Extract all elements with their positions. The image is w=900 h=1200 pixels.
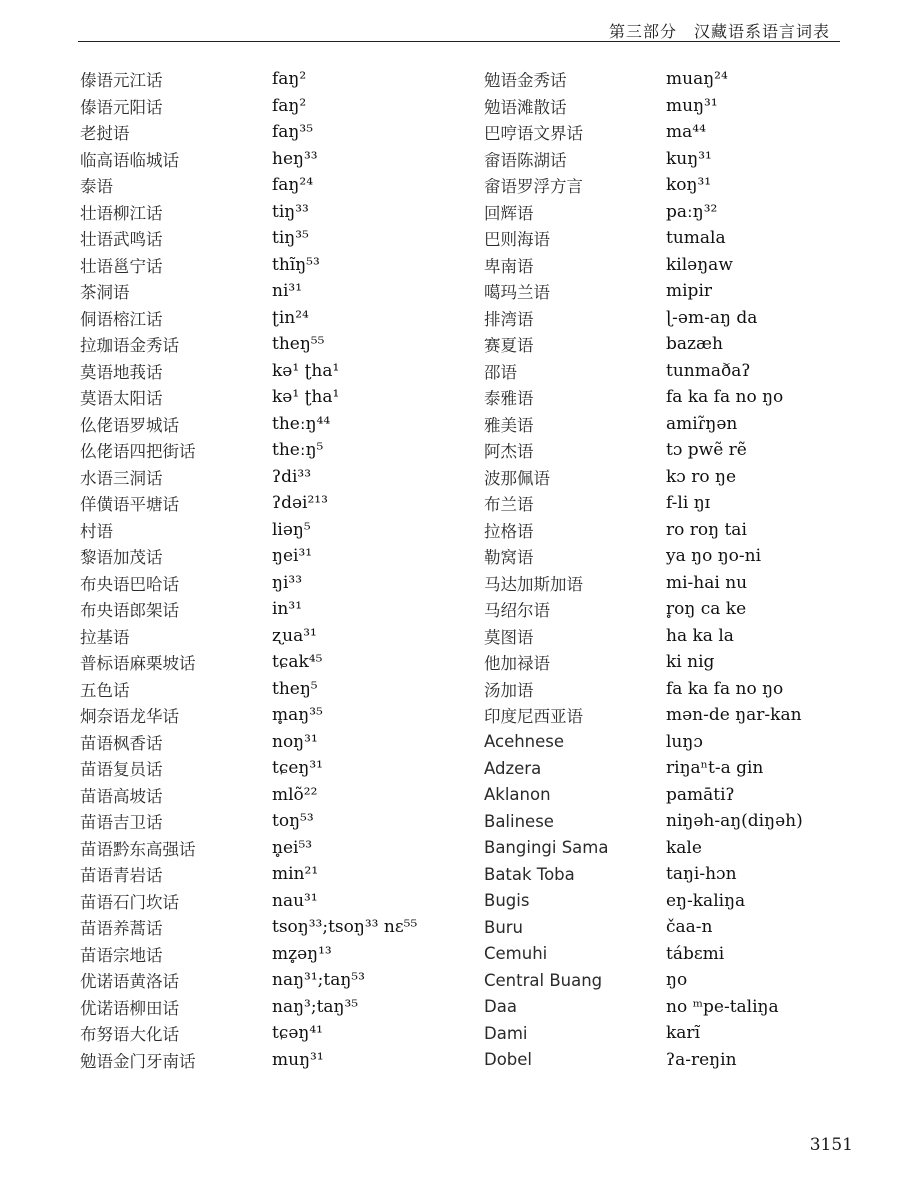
entry-row	[80, 490, 417, 517]
right-column	[484, 66, 803, 1073]
word-form: min²¹	[272, 864, 319, 885]
entry-row	[80, 1020, 417, 1047]
language-name: 邵语	[484, 362, 517, 382]
language-name: 巴哼语文界话	[484, 124, 583, 144]
language-name: 布兰语	[484, 495, 534, 515]
word-form: n̥ei⁵³	[272, 837, 313, 858]
language-name: 回辉语	[484, 203, 534, 223]
entry-row	[484, 782, 803, 809]
word-form: tɔ pwẽ rẽ	[666, 440, 747, 461]
entry-row	[80, 119, 417, 146]
word-form: fa ka fa no ŋo	[666, 678, 784, 699]
entry-row	[484, 649, 803, 676]
word-form: niŋəh-aŋ(diŋəh)	[666, 811, 803, 832]
running-header: 第三部分 汉藏语系语言词表	[608, 22, 830, 41]
word-form: pamātiʔ	[666, 784, 735, 805]
entry-row	[484, 623, 803, 650]
language-name: 莫图语	[484, 627, 534, 647]
entry-row	[484, 888, 803, 915]
language-name: 赛夏语	[484, 336, 534, 356]
word-form: nau³¹	[272, 890, 318, 911]
word-form: muaŋ²⁴	[666, 69, 728, 90]
entry-row	[80, 411, 417, 438]
entry-row	[484, 861, 803, 888]
language-name: 村语	[80, 521, 113, 541]
word-form: f-li ŋɪ	[666, 493, 711, 514]
language-name: Central Buang	[484, 970, 603, 990]
language-name: 壮语武鸣话	[80, 230, 163, 250]
entry-row	[80, 384, 417, 411]
word-form: ɭ-əm-aŋ da	[666, 307, 758, 328]
language-name: 马达加斯加语	[484, 574, 583, 594]
left-column	[80, 66, 417, 1073]
word-form: ma⁴⁴	[666, 122, 706, 143]
word-form: tábɛmi	[666, 943, 725, 964]
word-form: kɔ ro ŋe	[666, 466, 737, 487]
entry-row	[80, 358, 417, 385]
language-name: Batak Toba	[484, 864, 575, 884]
entry-row	[80, 808, 417, 835]
word-form: čaa-n	[666, 917, 713, 938]
entry-row	[80, 278, 417, 305]
entry-row	[484, 543, 803, 570]
word-form: kale	[666, 837, 702, 858]
entry-row	[80, 437, 417, 464]
word-form: ŋi³³	[272, 572, 303, 593]
language-name: 五色话	[80, 680, 130, 700]
language-name: 波那佩语	[484, 468, 550, 488]
language-name: 苗语吉卫话	[80, 813, 163, 833]
word-form: m̥aŋ³⁵	[272, 705, 323, 726]
entry-row	[80, 252, 417, 279]
entry-row	[80, 1047, 417, 1074]
word-form: faŋ²⁴	[272, 175, 314, 196]
word-form: naŋ³;taŋ³⁵	[272, 996, 359, 1017]
word-form: luŋɔ	[666, 731, 703, 752]
word-form: mipir	[666, 281, 713, 302]
word-form: amiɾ̃ŋən	[666, 413, 738, 434]
word-form: thĩŋ⁵³	[272, 254, 320, 275]
language-name: 茶洞语	[80, 283, 130, 303]
language-name: 莫语地莪话	[80, 362, 163, 382]
entry-row	[484, 437, 803, 464]
entry-row	[484, 119, 803, 146]
word-form: koŋ³¹	[666, 175, 712, 196]
word-form: mlõ²²	[272, 784, 318, 805]
entry-row	[484, 172, 803, 199]
language-name: 黎语加茂话	[80, 548, 163, 568]
entry-row	[484, 941, 803, 968]
entry-row	[484, 146, 803, 173]
language-name: 壮语柳江话	[80, 203, 163, 223]
entry-row	[80, 596, 417, 623]
language-name: 苗语青岩话	[80, 866, 163, 886]
entry-row	[80, 967, 417, 994]
language-name: 马绍尔语	[484, 601, 550, 621]
word-form: riŋaⁿt-a gin	[666, 758, 764, 779]
word-form: theŋ⁵⁵	[272, 334, 325, 355]
language-name: 卑南语	[484, 256, 534, 276]
language-name: Balinese	[484, 811, 554, 831]
entry-row	[484, 570, 803, 597]
language-name: 侗语榕江话	[80, 309, 163, 329]
language-name: 印度尼西亚语	[484, 707, 583, 727]
entry-row	[80, 570, 417, 597]
language-name: 他加禄语	[484, 654, 550, 674]
language-name: Bugis	[484, 891, 530, 911]
word-form: kuŋ³¹	[666, 148, 712, 169]
entry-row	[80, 623, 417, 650]
entry-row	[484, 93, 803, 120]
word-form: tiŋ³⁵	[272, 228, 309, 249]
word-form: kə¹ ʈha¹	[272, 387, 340, 408]
language-name: 苗语复员话	[80, 760, 163, 780]
entry-row	[80, 702, 417, 729]
word-form: faŋ³⁵	[272, 122, 314, 143]
word-form: bazæh	[666, 334, 723, 355]
word-form: kə¹ ʈha¹	[272, 360, 340, 381]
entry-row	[80, 172, 417, 199]
word-form: tɕeŋ³¹	[272, 758, 323, 779]
language-name: Adzera	[484, 758, 542, 778]
word-form: ni³¹	[272, 281, 303, 302]
word-form: kiləŋaw	[666, 254, 733, 275]
word-form: tumala	[666, 228, 726, 249]
language-name: 勉语滩散话	[484, 97, 567, 117]
language-name: 优诺语柳田话	[80, 998, 179, 1018]
word-form: taŋi-hɔn	[666, 864, 737, 885]
entry-row	[80, 676, 417, 703]
entry-row	[80, 649, 417, 676]
word-form: ʔdi³³	[272, 466, 312, 487]
word-form: ŋo	[666, 970, 688, 991]
word-form: tiŋ³³	[272, 201, 309, 222]
entry-row	[80, 199, 417, 226]
word-form: ya ŋo ŋo-ni	[666, 546, 762, 567]
entry-row	[80, 305, 417, 332]
word-form: muŋ³¹	[272, 1049, 324, 1070]
entry-row	[484, 331, 803, 358]
language-name: 临高语临城话	[80, 150, 179, 170]
entry-row	[80, 543, 417, 570]
language-name: Aklanon	[484, 785, 551, 805]
entry-row	[80, 888, 417, 915]
entry-row	[484, 278, 803, 305]
entry-row	[484, 702, 803, 729]
word-form: ʈin²⁴	[272, 307, 309, 328]
entry-row	[80, 331, 417, 358]
word-form: ro roŋ tai	[666, 519, 747, 540]
language-name: 仫佬语四把街话	[80, 442, 196, 462]
entry-row	[484, 1020, 803, 1047]
language-name: 傣语元阳话	[80, 97, 163, 117]
language-name: 布努语大化话	[80, 1025, 179, 1045]
language-name: 佯僙语平塘话	[80, 495, 179, 515]
language-name: 噶玛兰语	[484, 283, 550, 303]
word-form: mz̥əŋ¹³	[272, 943, 332, 964]
language-name: Dami	[484, 1023, 528, 1043]
entry-row	[80, 994, 417, 1021]
entry-row	[484, 517, 803, 544]
entry-row	[484, 252, 803, 279]
language-name: 拉珈语金秀话	[80, 336, 179, 356]
language-name: 畲语陈湖话	[484, 150, 567, 170]
word-form: paːŋ³²	[666, 201, 718, 222]
word-form: mən-de ŋar-kan	[666, 705, 802, 726]
entry-row	[484, 384, 803, 411]
language-name: 老挝语	[80, 124, 130, 144]
language-name: 莫语太阳话	[80, 389, 163, 409]
language-name: 排湾语	[484, 309, 534, 329]
entry-row	[484, 1047, 803, 1074]
language-name: 水语三洞话	[80, 468, 163, 488]
word-form: theːŋ⁵	[272, 440, 324, 461]
language-name: 汤加语	[484, 680, 534, 700]
entry-row	[484, 411, 803, 438]
entry-row	[484, 914, 803, 941]
entry-row	[80, 464, 417, 491]
language-name: Daa	[484, 997, 517, 1017]
language-name: Bangingi Sama	[484, 838, 609, 858]
language-name: 泰雅语	[484, 389, 534, 409]
entry-row	[484, 755, 803, 782]
word-form: ŋei³¹	[272, 546, 313, 567]
entry-row	[80, 755, 417, 782]
entry-row	[484, 835, 803, 862]
entry-row	[80, 225, 417, 252]
entry-row	[484, 464, 803, 491]
language-name: 炯奈语龙华话	[80, 707, 179, 727]
word-form: tɕəŋ⁴¹	[272, 1023, 323, 1044]
language-name: 畲语罗浮方言	[484, 177, 583, 197]
page-number: 3151	[809, 1135, 853, 1155]
language-name: 优诺语黄洛话	[80, 972, 179, 992]
word-form: ʐua³¹	[272, 625, 317, 646]
word-form: muŋ³¹	[666, 95, 718, 116]
language-name: 普标语麻栗坡话	[80, 654, 196, 674]
word-form: liəŋ⁵	[272, 519, 311, 540]
language-name: 苗语养蒿话	[80, 919, 163, 939]
language-name: 泰语	[80, 177, 113, 197]
word-form: faŋ²	[272, 95, 307, 116]
entry-row	[484, 358, 803, 385]
language-name: 拉格语	[484, 521, 534, 541]
word-form: faŋ²	[272, 69, 307, 90]
word-form: theːŋ⁴⁴	[272, 413, 331, 434]
entry-row	[80, 517, 417, 544]
language-name: 苗语黔东高强话	[80, 839, 196, 859]
language-name: 雅美语	[484, 415, 534, 435]
language-name: 苗语石门坎话	[80, 892, 179, 912]
language-name: 傣语元江话	[80, 71, 163, 91]
word-form: noŋ³¹	[272, 731, 318, 752]
language-name: 拉基语	[80, 627, 130, 647]
entry-row	[80, 835, 417, 862]
word-form: in³¹	[272, 599, 303, 620]
word-form: ʔa-reŋin	[666, 1049, 737, 1070]
language-name: Dobel	[484, 1050, 533, 1070]
entry-row	[80, 861, 417, 888]
header-rule	[78, 41, 840, 42]
language-name: 苗语宗地话	[80, 945, 163, 965]
word-form: tɕak⁴⁵	[272, 652, 323, 673]
word-form: toŋ⁵³	[272, 811, 314, 832]
word-form: mi-hai nu	[666, 572, 748, 593]
word-form: karĩ	[666, 1023, 700, 1044]
word-form: tunmaðaʔ	[666, 360, 751, 381]
word-form: eŋ-kaliŋa	[666, 890, 746, 911]
entry-row	[484, 199, 803, 226]
language-name: 巴则海语	[484, 230, 550, 250]
entry-row	[80, 782, 417, 809]
language-name: 苗语枫香话	[80, 733, 163, 753]
word-form: naŋ³¹;taŋ⁵³	[272, 970, 365, 991]
word-form: theŋ⁵	[272, 678, 318, 699]
language-name: 苗语高坡话	[80, 786, 163, 806]
language-name: 勒窝语	[484, 548, 534, 568]
entry-row	[484, 490, 803, 517]
word-form: heŋ³³	[272, 148, 318, 169]
word-form: r̥oŋ ca ke	[666, 599, 747, 620]
entry-row	[484, 596, 803, 623]
entry-row	[484, 676, 803, 703]
entry-row	[80, 729, 417, 756]
entry-row	[80, 914, 417, 941]
entry-row	[484, 808, 803, 835]
entry-row	[484, 225, 803, 252]
language-name: Cemuhi	[484, 944, 548, 964]
language-name: 勉语金门牙南话	[80, 1051, 196, 1071]
word-form: ha ka la	[666, 625, 734, 646]
entry-row	[484, 994, 803, 1021]
language-name: 仫佬语罗城话	[80, 415, 179, 435]
word-form: fa ka fa no ŋo	[666, 387, 784, 408]
entry-row	[80, 146, 417, 173]
language-name: 勉语金秀话	[484, 71, 567, 91]
entry-row	[80, 66, 417, 93]
entry-row	[80, 941, 417, 968]
word-form: ʔdəi²¹³	[272, 493, 328, 514]
entry-row	[484, 305, 803, 332]
language-name: 布央语巴哈话	[80, 574, 179, 594]
language-name: Acehnese	[484, 732, 565, 752]
language-name: Buru	[484, 917, 524, 937]
language-name: 壮语邕宁话	[80, 256, 163, 276]
word-form: ki nig	[666, 652, 715, 673]
word-form: no ᵐpe-taliŋa	[666, 996, 779, 1017]
language-name: 布央语郎架话	[80, 601, 179, 621]
entry-row	[80, 93, 417, 120]
entry-row	[484, 967, 803, 994]
language-name: 阿杰语	[484, 442, 534, 462]
entry-row	[484, 66, 803, 93]
word-form: tsoŋ³³;tsoŋ³³ nɛ⁵⁵	[272, 917, 418, 938]
entry-row	[484, 729, 803, 756]
